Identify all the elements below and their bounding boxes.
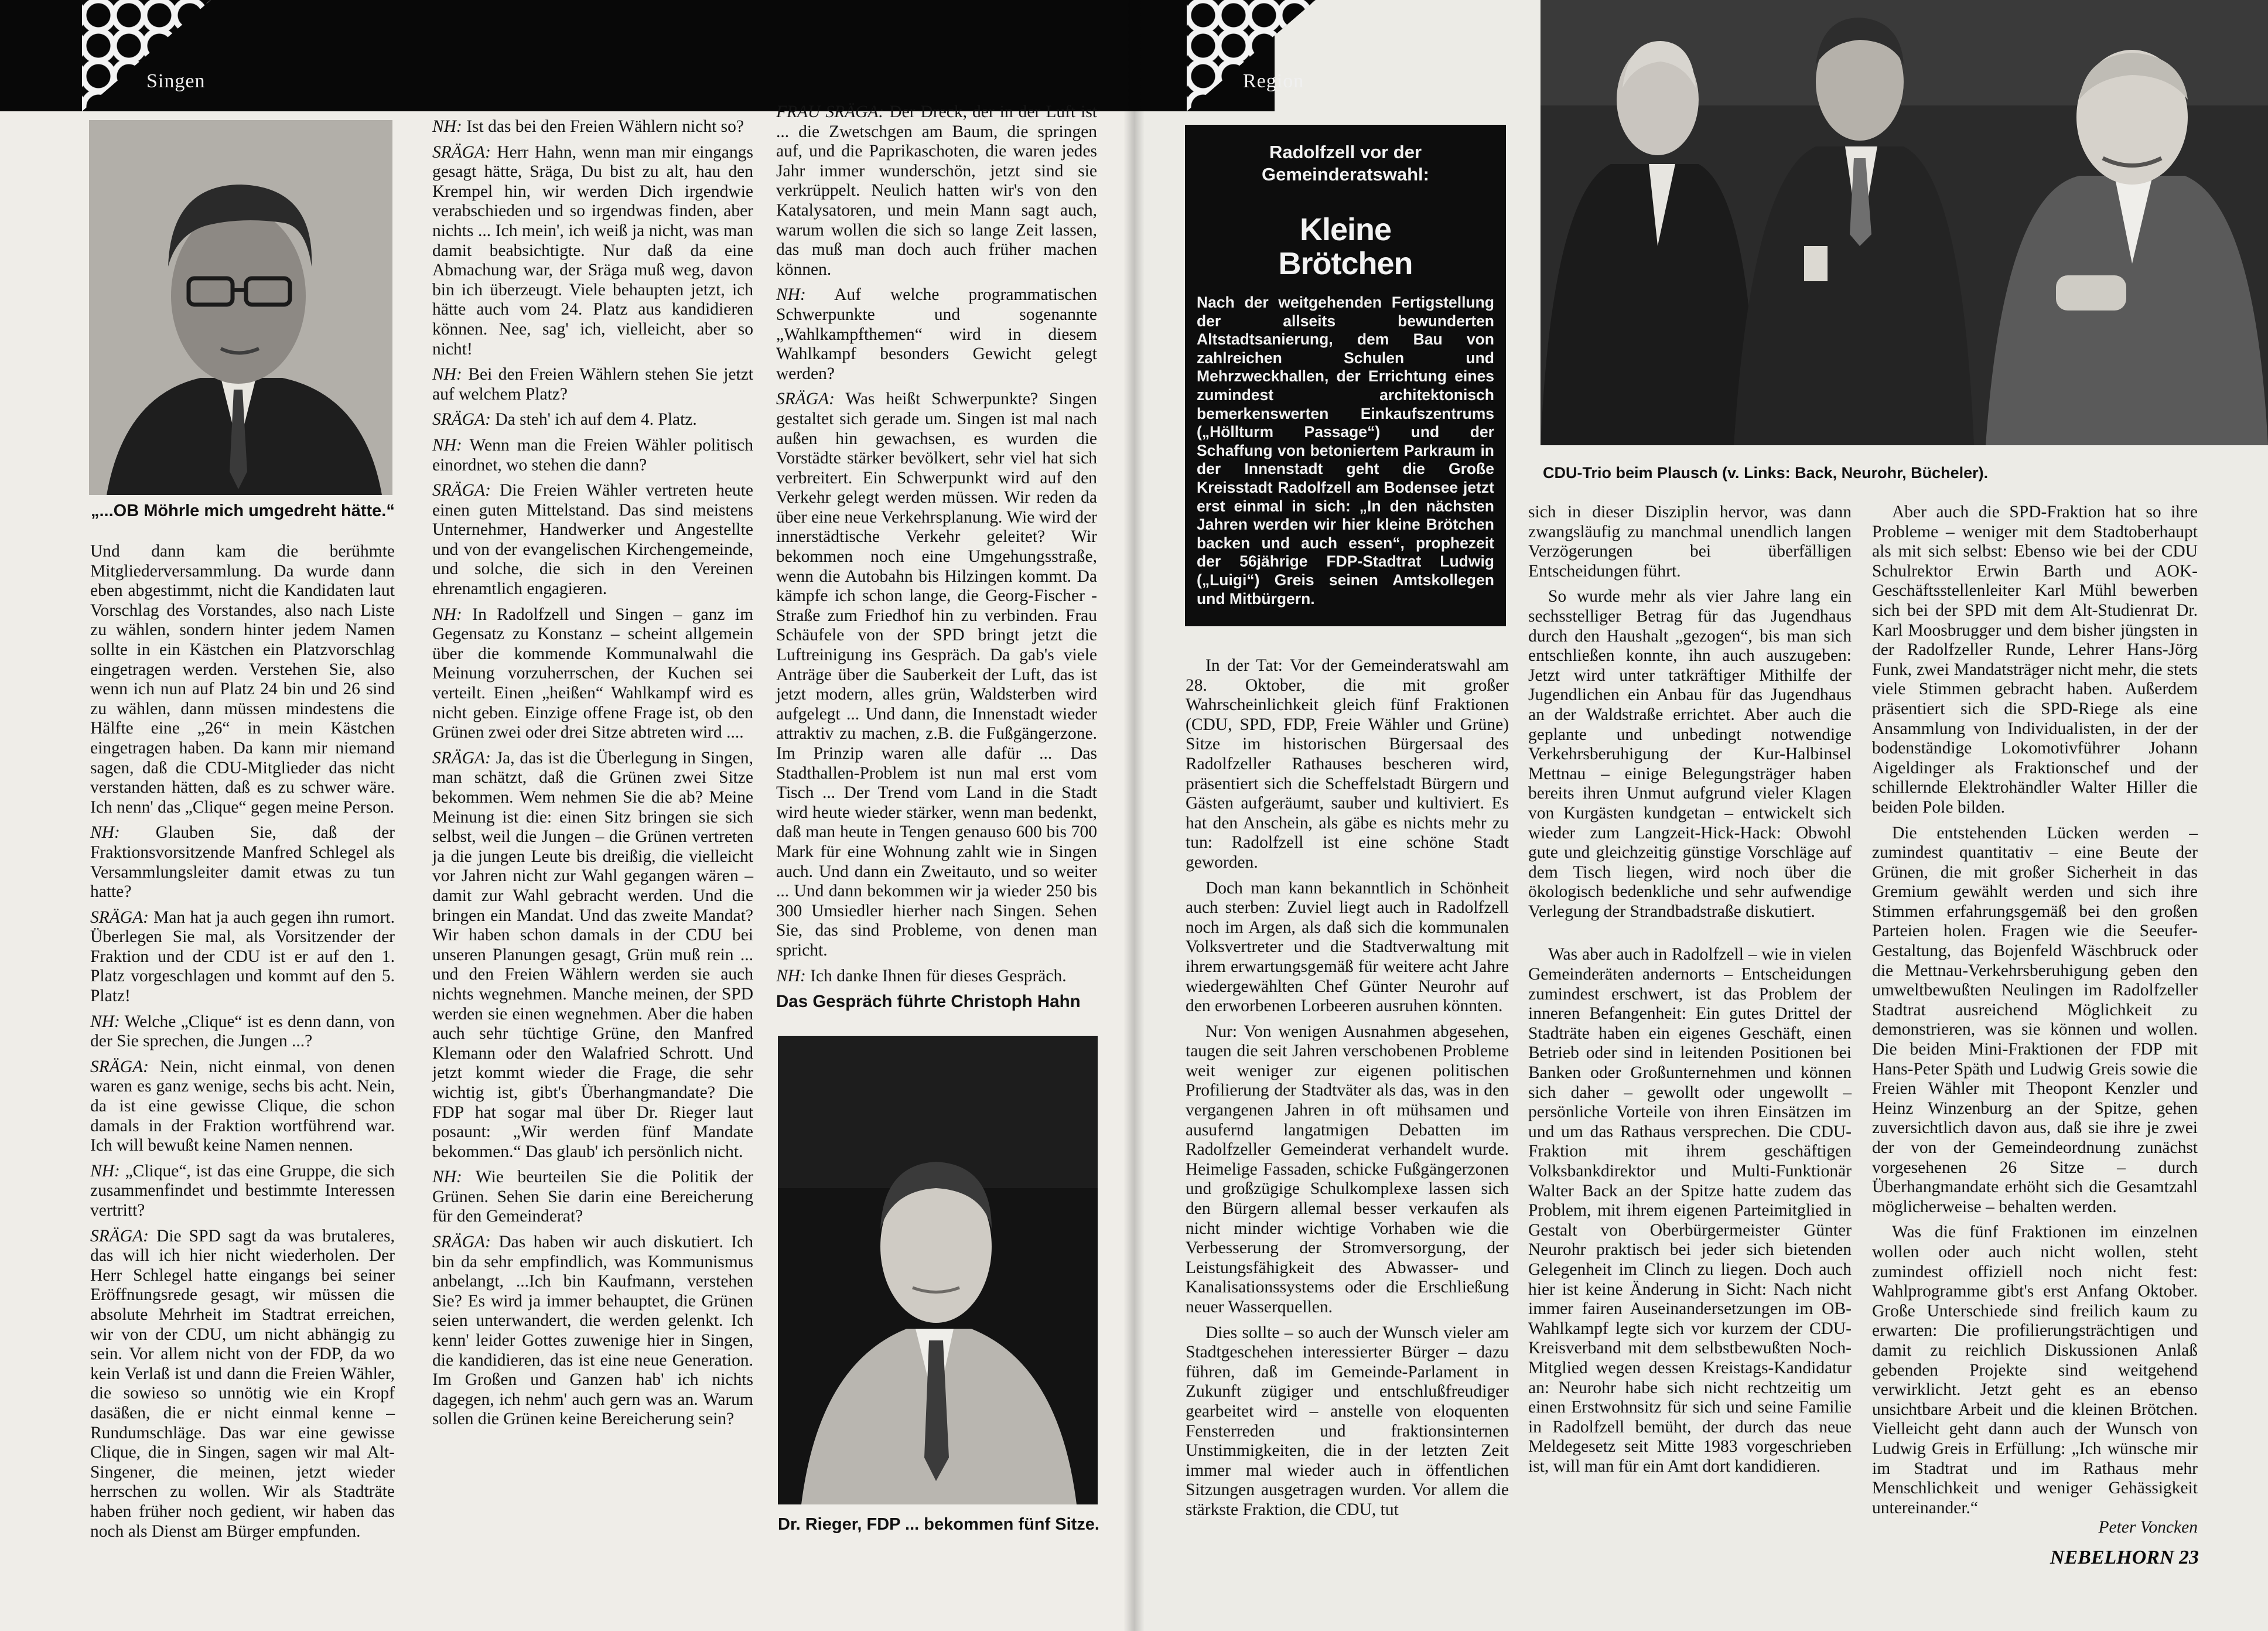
paragraph: Aber auch die SPD-Fraktion hat so ihre Probleme – weniger mit dem Stadtoberhaupt als mit sich selbst: Ebenso wie bei der CDU Schulrektor Erwin Barth und AOK-Geschäftsstellenleiter Karl Mühl bewerben sich bei der SPD mit dem Alt-Studienrat Dr. Karl Moosbrugger und dem bisher jüngsten in der Radolfzeller Runde, Lehrer Hans-Jörg Funk, zwei Mandatsträger nicht mehr, die stets viele Stimmen gebracht haben. Außerdem präsentiert sich die SPD-Riege als eine Ansammlung von Individualisten, in der der bodenständige Lokomotivführer Johann Aigeldinger als Fraktionschef und der schillernde Elektrohändler Walter Hiller die beiden Pole bilden. [1872, 503, 2198, 817]
left-column-1 [90, 542, 395, 1541]
author-byline: Peter Voncken [2098, 1518, 2198, 1537]
portrait-caption: „...OB Möhrle mich umgedreht hätte.“ [91, 501, 395, 520]
answer-frau-sraga: FRAU SRÄGA: Der Dreck, der in der Luft ist ... die Zwetschgen am Baum, die springen auf, und die Paprikaschoten, die waren jedes Jahr immer wunderschön, jetzt sind sie verkrüppelt. Neulich hatten wir's von den Katalysatoren, und mein Mann sagt auch, warum wollen die sich so lange Zeit lassen, das muß man doch auch früher machen können. [776, 103, 1097, 279]
answer-sraga: SRÄGA: Herr Hahn, wenn man mir eingangs gesagt hätte, Sräga, Du bist zu alt, hau den Krempel hin, wir werden Dich irgendwie verabschieden und so irgendwas finden, aber nichts ... Ich mein', ich weiß ja nicht, was man damit beabsichtigte. Nur daß da eine Abmachung war, der Sräga muß weg, davon bin ich überzeugt. Viele behaupten jetzt, ich hätte auch vom 24. Platz aus kandidieren können. Nee, sag' ich, vielleicht, aber so nicht! [432, 142, 753, 359]
kicker: Radolfzell vor der Gemeinderatswahl: [1262, 142, 1429, 185]
question-nh: NH: Bei den Freien Wählern stehen Sie jetzt auf welchem Platz? [432, 365, 754, 404]
section-label: Region [1243, 70, 1304, 92]
right-column-3 [1872, 503, 2198, 1538]
left-column-2 [432, 117, 753, 1429]
question-nh: NH: Wenn man die Freien Wähler politisch einordnet, wo stehen die dann? [432, 435, 753, 475]
question-nh: NH: Auf welche programmatischen Schwerpunkte und sogenannte „Wahlkampfthemen“ wird in diesem Wahlkampf besonders Gewicht gelegt werden? [776, 285, 1097, 383]
paragraph: Was aber auch in Radolfzell – wie in vielen Gemeinderäten andernorts – Entscheidungen zumindest erschwert, ist das Problem der inneren Befangenheit: Ein gutes Drittel der Stadträte haben ein eigenes Geschäft, einen Betrieb oder sind in leitenden Positionen bei Banken oder Großunternehmen und können sich daher – gewollt oder ungewollt – persönliche Vorteile von ihren Einsätzen im und um das Rathaus versprechen. Die CDU-Fraktion mit ihrem geschäftigen Volksbankdirektor und Multi-Funktionär Walter Back an der Spitze hatte zudem das Problem, mit ihrem eigenen Parteimitglied in Gestalt von Oberbürgermeister Günter Neurohr praktisch bei jeder sich bietenden Gelegenheit im Clinch zu liegen. Doch auch hier ist keine Änderung in Sicht: Nach nicht immer fairen Auseinandersetzungen im OB-Wahlkampf legte sich vor kurzem der CDU-Kreisverband mit dem selbstbewußten Noch-Mitglied wegen dessen Kreistags-Kandidatur an: Neurohr habe sich nicht rechtzeitig um einen Erstwohnsitz für sich und seine Familie in Radolfzell bemüht, der durch das neue Meldegesetz seit Mitte 1983 vorgeschrieben ist, will man für ein Amt dort kandidieren. [1528, 945, 1852, 1476]
paragraph: Und dann kam die berühmte Mitgliederversammlung. Da wurde dann eben abgestimmt, nicht die Kandidaten laut Vorschlag des Vorstandes, also nach Liste zu wählen, sondern hinter jedem Namen sollte in ein Kästchen ein Platzvorschlag eingetragen werden. Verstehen Sie, also wenn ich nun auf Platz 24 bin und 26 sind zu wählen, dann müssen mindestens die Hälfte eine „26“ in mein Kästchen eingetragen haben. Da kann mir niemand sagen, daß die CDU-Mitglieder das nicht verstanden hätten, daß es zu schwer wäre. Ich nenn' das „Clique“ gegen meine Person. [90, 542, 395, 817]
question-nh: NH: Welche „Clique“ ist es denn dann, von der Sie sprechen, die Jungen ...? [90, 1012, 395, 1051]
right-column-2 [1528, 503, 1852, 1477]
paragraph: sich in dieser Disziplin hervor, was dann zwangsläufig zu manchmal unendlich langen Verzögerungen bei überfälligen Entscheidungen führt. [1528, 503, 1852, 581]
question-nh: NH: Glauben Sie, daß der Fraktionsvorsitzende Manfred Schlegel als Versammlungsleiter damit etwas zu tun hatte? [90, 823, 395, 902]
interview-credit: Das Gespräch führte Christoph Hahn [776, 992, 1081, 1012]
trio-caption: CDU-Trio beim Plausch (v. Links: Back, Neurohr, Bücheler). [1543, 464, 1989, 482]
lead-paragraph: Nach der weitgehenden Fertigstellung der allseits bewunderten Altstadtsanierung, dem Bau von zahlreichen Schulen und Mehrzweckhallen, der Errichtung eines zumindest architektonisch bemerkenswerten Einkaufszentrums („Höllturm Passage“) und der Schaffung von betoniertem Parkraum in der Innenstadt geht die Große Kreisstadt Radolfzell am Bodensee jetzt erst einmal in sich: „In den nächsten Jahren werden wir hier kleine Brötchen backen und auch essen“, prophezeit der 56jährige FDP-Stadtrat Ludwig („Luigi“) Greis seinen Amtskollegen und Mitbürgern. [1197, 294, 1494, 608]
answer-sraga: SRÄGA: Die Freien Wähler vertreten heute einen guten Mittelstand. Das sind meistens Unternehmer, Handwerker und Angestellte und von der evangelischen Kirchengemeinde, und solche, die sich in den Vereinen ehrenamtlich engagieren. [432, 481, 753, 599]
rieger-photo [778, 1036, 1098, 1504]
answer-sraga: SRÄGA: Das haben wir auch diskutiert. Ich bin da sehr empfindlich, was Kommunismus anbelangt, ...Ich bin Kaufmann, verstehen Sie? Es wird ja immer behauptet, die Grünen seien unterwandert, die werden gelenkt. Ich kenn' leider Gottes zuwenige hier in Singen, die kandidieren, das ist eine neue Generation. Im Großen und Ganzen hab' ich nichts dagegen, ich nehm' auch gern was an. Warum sollen die Grünen keine Bereicherung sein? [432, 1233, 753, 1429]
left-column-3 [776, 103, 1097, 1012]
cdu-trio-photo [1541, 0, 2268, 445]
portrait-photo [89, 120, 392, 495]
paragraph: Nur: Von wenigen Ausnahmen abgesehen, taugen die seit Jahren verschobenen Probleme weit weniger zur eigenen politischen Profilierung der Stadtväter als das, was in den vergangenen Jahren in oft mühsamen und ausufernd langatmigen Debatten im Radolfzeller Gemeinderat verhandelt wurde. Heimelige Fassaden, schicke Fußgängerzonen und großzügige Schulkomplexe lassen sich den Bürgern allemal besser verkaufen als nicht minder wichtige Vorhaben wie die Verbesserung der Stromversorgung, der Leistungsfähigkeit des Abwasser- und Kanalisationssystems oder die Erschließung neuer Wasserquellen. [1186, 1022, 1509, 1316]
answer-sraga: SRÄGA: Nein, nicht einmal, von denen waren es ganz wenige, sechs bis acht. Nein, da ist eine gewisse Clique, die schon damals in der Fraktion wortführend war. Ich will bewußt keine Namen nennen. [90, 1057, 395, 1155]
page-gutter [1123, 0, 1145, 1631]
right-column-1 [1186, 656, 1509, 1520]
rieger-caption: Dr. Rieger, FDP ... bekommen fünf Sitze. [778, 1515, 1099, 1534]
question-nh: NH: Ist das bei den Freien Wählern nicht so? [432, 117, 744, 136]
paragraph: Dies sollte – so auch der Wunsch vieler am Stadtgeschehen interessierter Bürger – dazu führen, daß im Gemeinde-Parlament in Zukunft zügiger und entschlußfreudiger gearbeitet wird – anstelle von eloquenten Fensterreden und fraktionsinternen Unstimmigkeiten, die in der letzten Zeit immer mal wieder auch in öffentlichen Sitzungen ausgetragen wurden. Vor allem die stärkste Fraktion, die CDU, tut [1186, 1323, 1509, 1519]
question-nh: NH: In Radolfzell und Singen – ganz im Gegensatz zu Konstanz – scheint allgemein über die kommende Kommunalwahl die Meinung vorzuherrschen, der Kuchen sei verteilt. Einen „heißen“ Wahlkampf wird es nicht geben. Einzige offene Frage ist, ob den Grünen zwei oder drei Sitze abtreten wird .... [432, 605, 754, 742]
headline-box [1185, 125, 1506, 626]
answer-sraga: SRÄGA: Ja, das ist die Überlegung in Singen, man schätzt, daß die Grünen zwei Sitze bekommen. Wem nehmen Sie die ab? Meine Meinung ist die: einen Sitz bringen sie sich selbst, weil die Jungen – die Grünen vertreten ja die jungen Leute bis dreißig, die vielleicht vor Jahren nicht zur Wahl gegangen wären – damit zur Wahl gebracht werden. Und die bringen ein Mandat. Und das zweite Mandat? Wir haben schon damals in der CDU bei unseren Planungen gesagt, Grün muß rein ... und den Freien Wählern werden sie auch nichts wegnehmen. Manche meinen, der SPD werden sie einen wegnehmen. Aber die haben auch sehr tüchtige Grüne, den Manfred Klemann oder den Walafried Schrott. Und jetzt kommt wieder die Frage, die sehr wichtig ist, gibt's Überhangmandate? Die FDP hat sogar mal über Dr. Rieger laut posaunt: „Wir werden fünf Mandate bekommen.“ Das glaub' ich persönlich nicht. [432, 748, 753, 1161]
headline-line-1: Kleine [1299, 212, 1392, 247]
paragraph: So wurde mehr als vier Jahre lang ein sechsstelliger Betrag für das Jugendhaus durch den Haushalt „gezogen“, bis man sich entschließen konnte, ihn auch auszugeben: Jetzt wird unter tatkräftiger Mithilfe der Jugendlichen ein Anbau für das Jugendhaus an der Waldstraße errichtet. Aber auch die geplante und unbedingt notwendige Verkehrsberuhigung der Kur-Halbinsel Mettnau – einige Belegungsträger haben bereits ihren Unmut aufgrund vieler Klagen von Kurgästen kundgetan – entwickelt sich wieder zum Langzeit-Hick-Hack: Obwohl gute und gleichzeitig günstige Vorschläge auf dem Tisch liegen, wird noch über die ökologisch bedenkliche und sehr aufwendige Verlegung der Strandbadstraße diskutiert. [1528, 587, 1852, 921]
headline-line-2: Brötchen [1278, 246, 1413, 281]
question-nh: NH: Ich danke Ihnen für dieses Gespräch. [776, 966, 1067, 985]
paragraph: Die entstehenden Lücken werden – zumindest quantitativ – eine Beute der Grünen, die mit großer Sicherheit in das Gremium gewählt werden und sich ihre Stimmen erfahrungsgemäß bei den großen Parteien holen. Fragen wie die Seeufer-Gestaltung, das Bojenfeld Wäschbruck oder die Mettnau-Verkehrsberuhigung geben den umweltbewußten Neulingen im Radolfzeller Stadtrat ausreichend Möglichkeit zu demonstrieren, was sie können und wollen. Die beiden Mini-Fraktionen der FDP mit Hans-Peter Späth und Ludwig Greis sowie die Freien Wähler mit Theopont Kenzler und Heinz Winzenburg an der Spitze, gehen zuversichtlich davon aus, daß sie ihre je zwei der von der Gemeindeordnung zunächst vorgesehenen 26 Sitze – durch Überhangmandate erhöht sich die Gesamtzahl möglicherweise – behalten werden. [1872, 823, 2198, 1216]
answer-sraga: SRÄGA: Was heißt Schwerpunkte? Singen gestaltet sich gerade um. Singen ist mal nach außen hin gewachsen, es wurden die Vorstädte stärker bevölkert, sehr viel hat sich verbreitert. Ein Schwerpunkt wird auf den Verkehr gelegt werden müssen. Wir reden da über eine neue Verkehrsplanung. Wie wird der innerstädtische Verkehr geleitet? Wir bekommen noch eine Umgehungsstraße, wenn die Autobahn bis Hilzingen kommt. Da kämpfe ich schon lange, die Georg-Fischer -Straße zum Friedhof hin zu verbinden. Frau Schäufele von der SPD bringt jetzt die Luftreinigung ins Gespräch. Da gab's viele Anträge über die Sauberkeit der Luft, das ist jetzt modern, alles grün, Waldsterben wird aufgelegt ... Und dann, die Innenstadt wieder attraktiv zu machen, z.B. die Fußgängerzone. Im Prinzip waren alle dafür ... Das Stadthallen-Problem ist nun mal erst vom Tisch ... Der Trend vom Land in die Stadt wird heute wieder stärker, wenn man bedenkt, daß man heute in Tengen genauso 600 bis 700 Mark für eine Wohnung zahlt wie in Singen auch. Und dann ein Zweitauto, und so weiter ... Und dann bekommen wir ja wieder 250 bis 300 Umsiedler hierher nach Singen. Sehen Sie, das sind Probleme, von denen man spricht. [776, 390, 1097, 960]
question-nh: NH: „Clique“, ist das eine Gruppe, die sich zusammenfindet und bestimmte Interessen vertritt? [90, 1161, 395, 1220]
answer-sraga: SRÄGA: Die SPD sagt da was brutaleres, das will ich hier nicht wiederholen. Der Herr Schlegel hatte eingangs bei seiner Eröffnungsrede gesagt, wir müssen die absolute Mehrheit im Stadtrat erreichen, wir von der CDU, um nicht abhängig zu sein. Vor allem nicht von der FDP, da wo kein Verlaß ist und dann die Freien Wähler, die sowieso so unnötig wie ein Kropf dasäßen, die er nicht einmal kenne – Rundumschläge. Das war eine gewisse Clique, die in Singen, sagen wir mal Alt-Singener, die meinen, jetzt wieder herrschen zu wollen. Wir als Stadträte haben früher noch gedient, wir haben das noch als Dienst am Bürger empfunden. [90, 1226, 395, 1541]
answer-sraga: SRÄGA: Da steh' ich auf dem 4. Platz. [432, 410, 697, 429]
paragraph: In der Tat: Vor der Gemeinderatswahl am 28. Oktober, die mit großer Wahrscheinlichkeit gleich fünf Fraktionen (CDU, SPD, FDP, Freie Wähler und Grüne) Sitze im historischen Bürgersaal des Radolfzeller Rathauses bescheren wird, präsentiert sich die Scheffelstadt Bürgern und Gästen aufgeräumt, sauber und kultiviert. Es hat den Anschein, als gäbe es nichts mehr zu tun: Radolfzell ist eine schöne Stadt geworden. [1186, 656, 1509, 872]
section-label: Singen [146, 70, 206, 92]
page-footer: NEBELHORN 23 [2050, 1547, 2199, 1568]
headline [1185, 213, 1506, 281]
paragraph: Was die fünf Fraktionen im einzelnen wollen oder auch nicht wollen, steht zumindest offiziell noch nicht fest: Wahlprogramme gibt's erst Anfang Oktober. Große Unterschiede sind freilich kaum zu erwarten: Die profilierungsträchtigen und damit zu reichlich Diskussionen Anlaß gebenden Projekte sind weitgehend verwirklicht. Jetzt geht es an ebenso unsichtbare Arbeit und die kleinen Brötchen. Vielleicht geht dann auch der Wunsch von Ludwig Greis in Erfüllung: „Ich wünsche mir im Stadtrat und im Rathaus mehr Menschlichkeit und weniger Gehässigkeit untereinander.“ [1872, 1223, 2198, 1517]
question-nh: NH: Wie beurteilen Sie die Politik der Grünen. Sehen Sie darin eine Bereicherung für den Gemeinderat? [432, 1168, 753, 1226]
answer-sraga: SRÄGA: Man hat ja auch gegen ihn rumort. Überlegen Sie mal, als Vorsitzender der Fraktion und der CDU ist er auf den 1. Platz vorgeschlagen und kommt auf den 5. Platz! [90, 907, 395, 1006]
paragraph: Doch man kann bekanntlich in Schönheit auch sterben: Zuviel liegt auch in Radolfzell noch im Argen, als daß sich die kommunalen Volksvertreter und die Stadtverwaltung mit ihrem erwartungsgemäß für weitere acht Jahre wiedergewählten Chef Günter Neurohr auf den erworbenen Lorbeeren ausruhen könnten. [1186, 878, 1509, 1016]
